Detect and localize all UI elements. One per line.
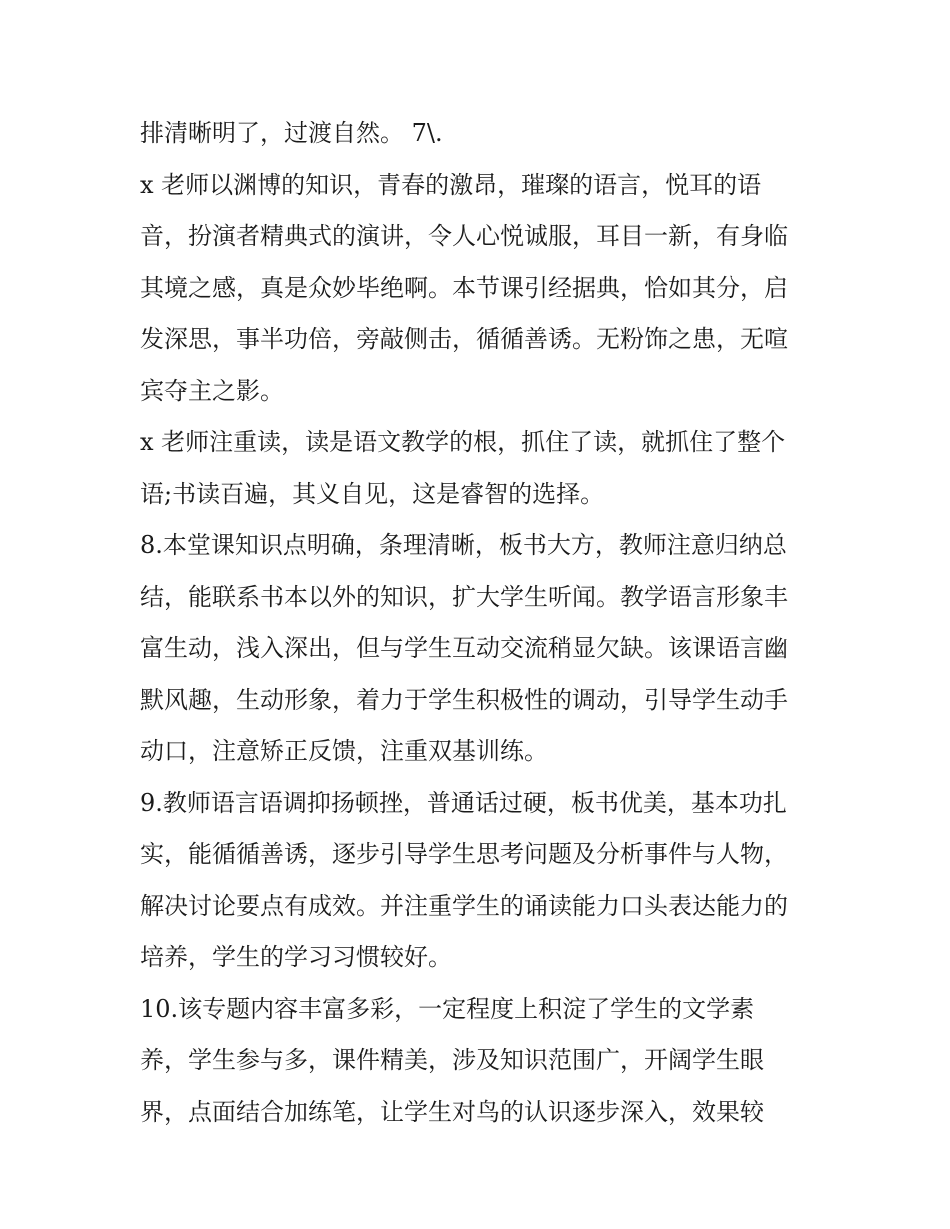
text-line: 培养，学生的学习习惯较好。 bbox=[140, 943, 452, 971]
text-line: 动口，注意矫正反馈，注重双基训练。 bbox=[140, 737, 548, 765]
text-line: 发深思，事半功倍，旁敲侧击，循循善诱。无粉饰之患，无喧 bbox=[140, 325, 788, 353]
text-line: 解决讨论要点有成效。并注重学生的诵读能力口头表达能力的 bbox=[140, 891, 788, 920]
text-line: 宾夺主之影。 bbox=[140, 376, 284, 405]
text-line: x 老师以渊博的知识，青春的激昂，璀璨的语言，悦耳的语 bbox=[140, 170, 762, 199]
text-line: 富生动，浅入深出，但与学生互动交流稍显欠缺。该课语言幽 bbox=[140, 634, 788, 662]
text-line: x 老师注重读，读是语文教学的根，抓住了读，就抓住了整个 bbox=[140, 428, 786, 456]
text-line: 结，能联系书本以外的知识，扩大学生听闻。教学语言形象丰 bbox=[140, 582, 788, 611]
text-line: 10.该专题内容丰富多彩，一定程度上积淀了学生的文学素 bbox=[140, 994, 755, 1023]
text-line: 8.本堂课知识点明确，条理清晰，板书大方，教师注意归纳总 bbox=[140, 531, 787, 559]
document-body bbox=[140, 108, 820, 1138]
text-line: 语;书读百遍，其义自见，这是睿智的选择。 bbox=[140, 479, 605, 508]
text-line: 界，点面结合加练笔，让学生对鸟的认识逐步深入，效果较 bbox=[140, 1097, 764, 1126]
text-line: 排清晰明了，过渡自然。 7\. bbox=[140, 119, 443, 147]
text-line: 养，学生参与多，课件精美，涉及知识范围广，开阔学生眼 bbox=[140, 1046, 764, 1074]
text-line: 实，能循循善诱，逐步引导学生思考问题及分析事件与人物， bbox=[140, 840, 788, 868]
text-line: 默风趣，生动形象，着力于学生积极性的调动，引导学生动手 bbox=[140, 685, 788, 714]
text-line: 其境之感，真是众妙毕绝啊。本节课引经据典，恰如其分，启 bbox=[140, 273, 788, 302]
text-line: 9.教师语言语调抑扬顿挫，普通话过硬，板书优美，基本功扎 bbox=[140, 788, 787, 817]
text-line: 音，扮演者精典式的演讲，令人心悦诚服，耳目一新，有身临 bbox=[140, 222, 788, 250]
